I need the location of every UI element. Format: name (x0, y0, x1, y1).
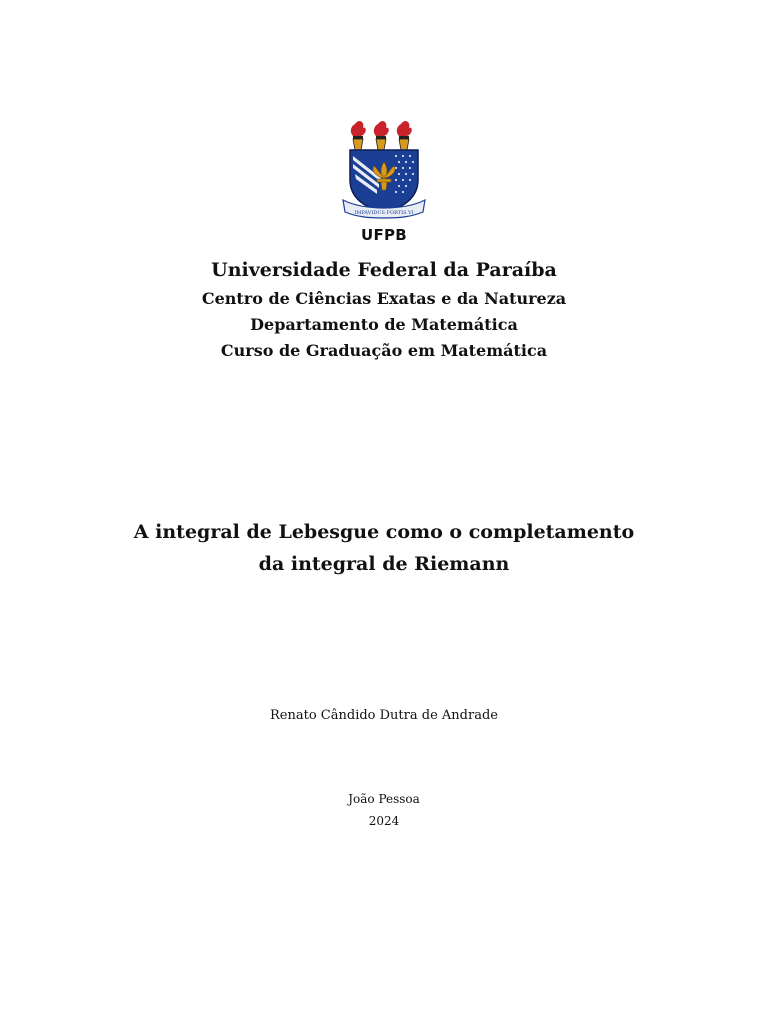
course-name: Curso de Graduação em Matemática (220, 341, 548, 360)
center-name: Centro de Ciências Exatas e da Natureza (201, 289, 567, 308)
ufpb-seal-icon (341, 118, 427, 228)
work-title-line-1: A integral de Lebesgue como o completamento (133, 521, 635, 543)
work-title-line-2: da integral de Riemann (258, 553, 510, 575)
year: 2024 (368, 814, 400, 828)
place: João Pessoa (348, 792, 420, 806)
university-name: Universidade Federal da Paraíba (211, 259, 557, 281)
torches-icon (351, 121, 412, 150)
motto-text: IMPAVIDUS FORTIS VI (354, 210, 414, 216)
author-name: Renato Cândido Dutra de Andrade (270, 708, 498, 723)
logo-acronym: UFPB (360, 226, 408, 244)
department-name: Departamento de Matemática (250, 315, 518, 334)
